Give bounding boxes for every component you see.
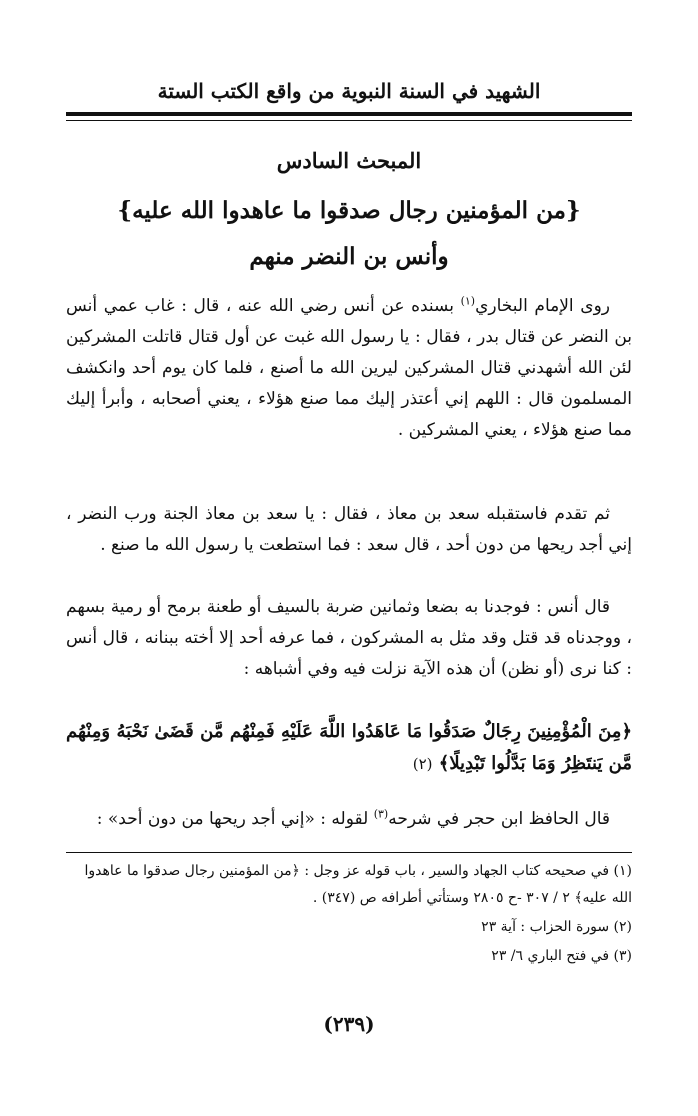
paragraph-3 xyxy=(66,592,632,685)
footnote-rule xyxy=(66,852,632,853)
paragraph-3-text: قال أنس : فوجدنا به بضعا وثمانين ضربة بالسيف أو طعنة برمح أو رمية بسهم ، ووجدناه قد قتل وقد مثل به المشركون ، فما عرفه أحد إلا أخته ببنانه ، قال أنس : كنا نرى (أو نظن) أن هذه الآية نزلت فيه وفي أشباهه : xyxy=(66,597,632,679)
page-number: (٢٣٩) xyxy=(323,1012,375,1036)
paragraph-1 xyxy=(66,291,632,446)
paragraph-4 xyxy=(66,804,632,835)
paragraph-1-rest: بسنده عن أنس رضي الله عنه ، قال : غاب عمي أنس بن النضر عن قتال بدر ، فقال : يا رسول الله غبت عن أول قتال قاتلت المشركين لئن الله أشهدني قتال المشركين ليرين الله ما أصنع ، فلما كان يوم أحد وانكشف المسلمون قال : اللهم إني أعتذر إليك مما صنع هؤلاء ، يعني أصحابه ، وأبرأ إليك مما صنع هؤلاء ، يعني المشركين . xyxy=(66,296,632,440)
footnote-ref-3: (٣) xyxy=(373,807,389,821)
footnote-ref-1: (١) xyxy=(460,294,476,308)
footnote-2: (٢) سورة الحزاب : آية ٢٣ xyxy=(481,919,632,935)
running-head: الشهيد في السنة النبوية من واقع الكتب الستة xyxy=(157,79,541,103)
header-rule-thin xyxy=(66,120,632,121)
section-title: المبحث السادس xyxy=(276,148,422,173)
paragraph-1-start: روى الإمام البخاري xyxy=(475,296,610,316)
chapter-title: {من المؤمنين رجال صدقوا ما عاهدوا الله عليه} xyxy=(117,197,581,224)
quran-verse xyxy=(66,716,632,780)
paragraph-4-start: قال الحافظ ابن حجر في شرحه xyxy=(388,809,610,829)
footnotes xyxy=(66,858,632,970)
footnote-3: (٣) في فتح الباري ٦/ ٢٣ xyxy=(491,948,632,964)
subject-title: وأنس بن النضر منهم xyxy=(249,243,449,270)
paragraph-2-text: ثم تقدم فاستقبله سعد بن معاذ ، فقال : يا سعد بن معاذ الجنة ورب النضر ، إني أجد ريحها من دون أحد ، قال سعد : فما استطعت يا رسول الله ما صنع . xyxy=(66,504,632,555)
header-rule-thick xyxy=(66,112,632,116)
footnote-1: (١) في صحيحه كتاب الجهاد والسير ، باب قوله عز وجل : ﴿من المؤمنين رجال صدقوا ما عاهدوا الله عليه﴾ ٢ / ٣٠٧ -ح ٢٨٠٥ وستأتي أطرافه ص (٣٤٧) . xyxy=(84,863,632,906)
paragraph-2 xyxy=(66,499,632,561)
footnote-ref-2: (٢) xyxy=(412,755,433,773)
paragraph-4-rest: لقوله : «إني أجد ريحها من دون أحد» : xyxy=(96,809,374,829)
quran-verse-text: ﴿مِنَ الْمُؤْمِنِينَ رِجَالٌ صَدَقُوا مَا عَاهَدُوا اللَّهَ عَلَيْهِ فَمِنْهُم مَّن قَضَىٰ نَحْبَهُ وَمِنْهُم مَّن يَنتَظِرُ وَمَا بَدَّلُوا تَبْدِيلًا﴾ xyxy=(66,721,632,774)
